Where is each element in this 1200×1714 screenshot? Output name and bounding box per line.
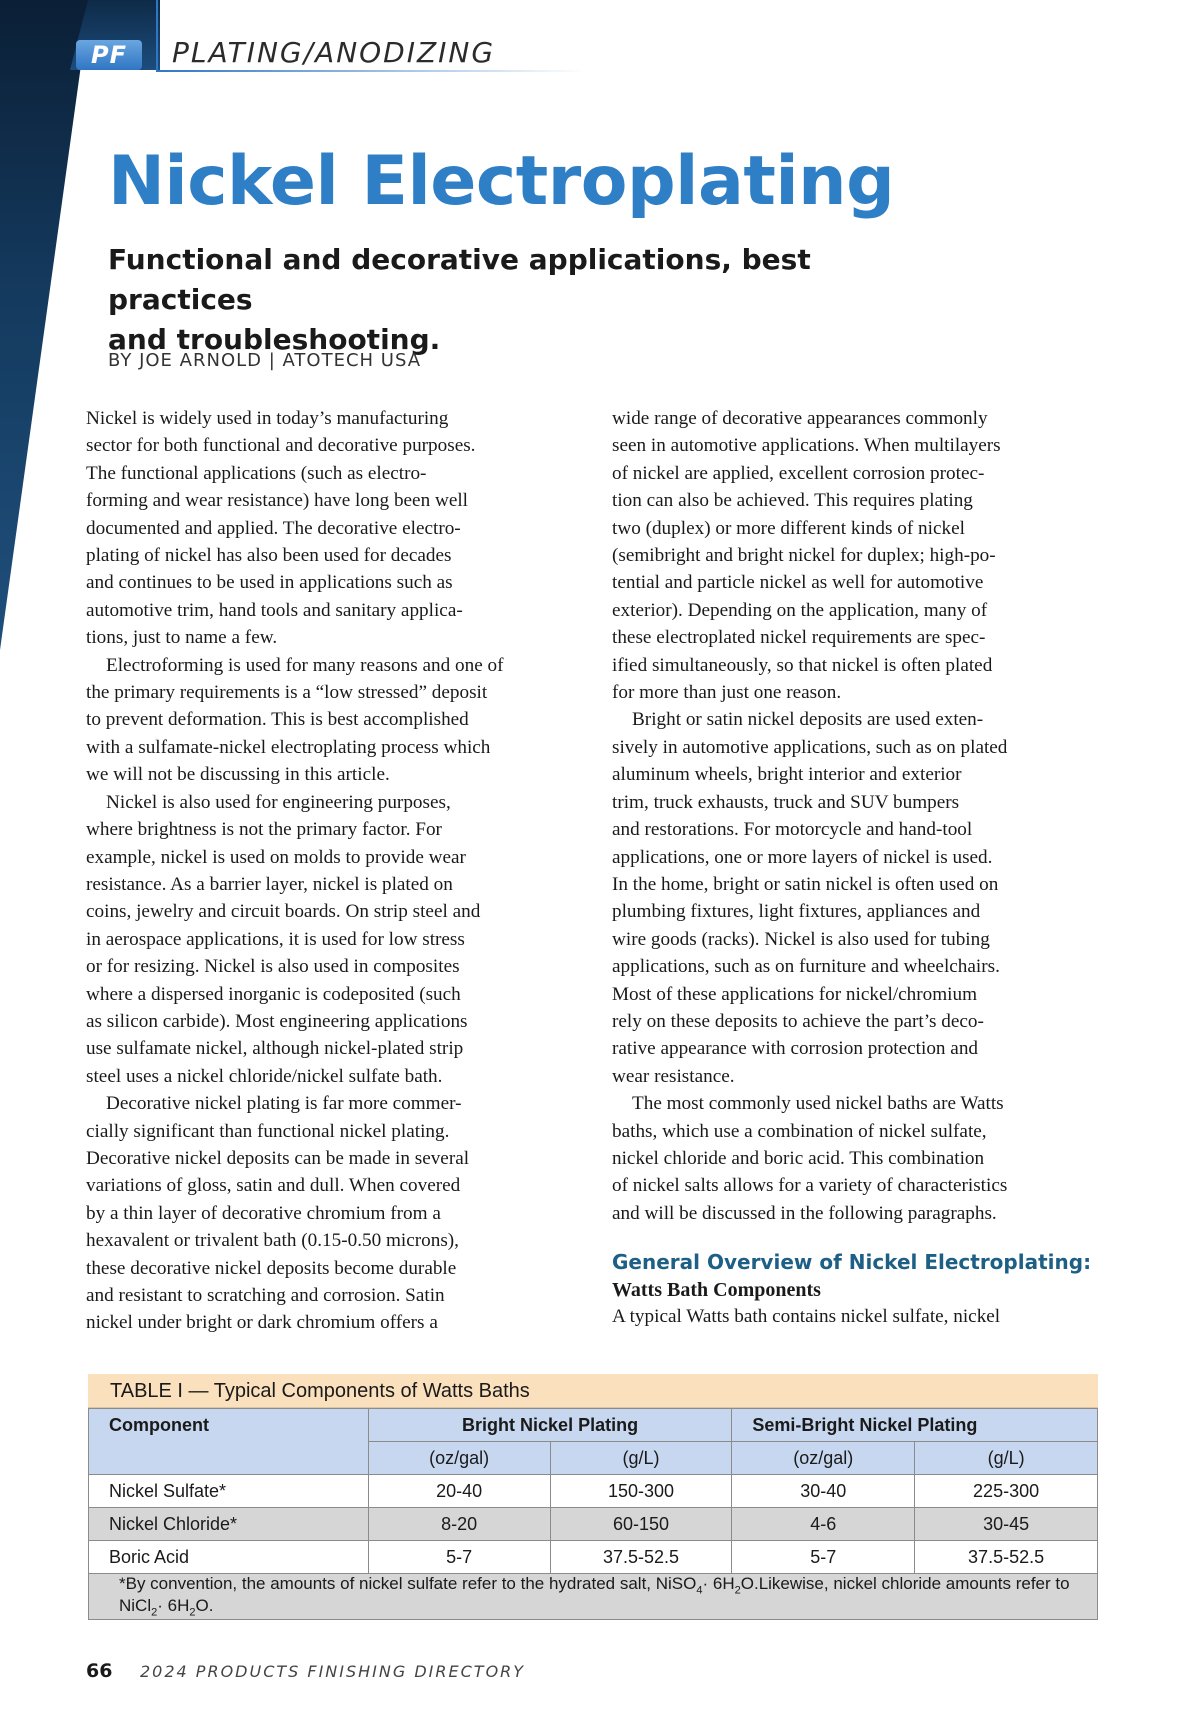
article-title: Nickel Electroplating	[108, 142, 895, 221]
table-cell: 5-7	[732, 1541, 915, 1574]
page-number: 66	[86, 1660, 113, 1682]
text-line: and continues to be used in applications such as	[86, 572, 453, 594]
text-line: sector for both functional and decorative purposes.	[86, 435, 476, 457]
row-label: Nickel Chloride*	[89, 1508, 369, 1541]
table-footnote-row	[89, 1574, 1098, 1620]
text-line: wear resistance.	[612, 1065, 735, 1087]
text-line: aluminum wheels, bright interior and exterior	[612, 764, 962, 786]
text-line: wire goods (racks). Nickel is also used for tubing	[612, 928, 990, 950]
text-line: these electroplated nickel requirements are spec-	[612, 627, 986, 649]
text-line: ified simultaneously, so that nickel is often plated	[612, 654, 993, 676]
header-bright-nickel: Bright Nickel Plating	[368, 1409, 732, 1442]
table-cell: 4-6	[732, 1508, 915, 1541]
text-line: rely on these deposits to achieve the part’s deco-	[612, 1010, 984, 1032]
text-line: The most commonly used nickel baths are Watts	[632, 1093, 1004, 1115]
table-caption: TABLE I — Typical Components of Watts Baths	[88, 1374, 1098, 1408]
text-line: Decorative nickel plating is far more commer-	[106, 1093, 462, 1115]
table-footnote	[89, 1574, 1098, 1620]
text-line: Decorative nickel deposits can be made in several	[86, 1147, 470, 1169]
section-heading: General Overview of Nickel Electroplating:	[612, 1250, 1092, 1275]
text-line: and restorations. For motorcycle and hand-tool	[612, 819, 973, 841]
text-line: Bright or satin nickel deposits are used exten-	[632, 709, 984, 731]
text-line: of nickel salts allows for a variety of characteristics	[612, 1175, 1008, 1197]
text-line: rative appearance with corrosion protection and	[612, 1038, 979, 1060]
text-line: tion can also be achieved. This requires plating	[612, 490, 973, 512]
table-cell: 5-7	[368, 1541, 550, 1574]
footnote-subscript: 4	[696, 1584, 703, 1597]
text-line: tential and particle nickel as well for automotive	[612, 572, 984, 594]
author-byline: BY JOE ARNOLD | ATOTECH USA	[108, 350, 422, 371]
text-line: baths, which use a combination of nickel sulfate,	[612, 1120, 987, 1142]
footnote-subscript: 2	[151, 1606, 158, 1619]
table-cell: 30-45	[915, 1508, 1098, 1541]
footnote-text: · 6H	[702, 1574, 735, 1593]
header-underline	[156, 70, 586, 72]
text-line: or for resizing. Nickel is also used in composites	[86, 956, 460, 978]
table-cell: 37.5-52.5	[550, 1541, 732, 1574]
decorative-side-band	[0, 0, 90, 650]
footnote-text: · 6H	[157, 1596, 190, 1616]
text-line: resistance. As a barrier layer, nickel is plated on	[86, 873, 453, 895]
text-line: The functional applications (such as electro-	[86, 462, 427, 484]
row-label: Nickel Sulfate*	[89, 1475, 369, 1508]
text-line: sively in automotive applications, such as on plated	[612, 736, 1008, 758]
text-line: automotive trim, hand tools and sanitary applica-	[86, 599, 463, 621]
components-table	[88, 1408, 1098, 1620]
table-cell: 37.5-52.5	[915, 1541, 1098, 1574]
magazine-logo-tag: PF	[76, 40, 142, 70]
text-line: variations of gloss, satin and dull. When covered	[86, 1175, 461, 1197]
unit-header: (g/L)	[550, 1442, 732, 1475]
header-component: Component	[89, 1409, 369, 1475]
text-line: nickel under bright or dark chromium offers a	[86, 1312, 438, 1334]
table-row	[89, 1541, 1098, 1574]
right-text-column	[612, 405, 1102, 1331]
table-row	[89, 1475, 1098, 1508]
text-line: applications, such as on furniture and wheelchairs.	[612, 956, 1000, 978]
text-line: nickel chloride and boric acid. This combination	[612, 1147, 985, 1169]
text-line: steel uses a nickel chloride/nickel sulfate bath.	[86, 1065, 443, 1087]
text-line: seen in automotive applications. When multilayers	[612, 435, 1001, 457]
text-line: forming and wear resistance) have long been well	[86, 490, 468, 512]
text-line: Nickel is widely used in today’s manufacturing	[86, 408, 449, 429]
text-line: where brightness is not the primary factor. For	[86, 819, 442, 841]
section-name: PLATING/ANODIZING	[172, 36, 496, 69]
text-line: Most of these applications for nickel/chromium	[612, 983, 978, 1005]
footnote-text: O.	[195, 1596, 214, 1616]
subtitle-line: and troubleshooting.	[108, 323, 441, 356]
text-line: by a thin layer of decorative chromium from a	[86, 1202, 441, 1224]
text-line: documented and applied. The decorative electro-	[86, 517, 461, 539]
text-line: and will be discussed in the following paragraphs.	[612, 1202, 997, 1224]
footnote-text: *By convention, the amounts of nickel sulfate refer to the hydrated salt, NiSO	[119, 1574, 697, 1593]
subtitle-line: Functional and decorative applications, best practices	[108, 243, 811, 316]
table-cell: 60-150	[550, 1508, 732, 1541]
text-line: hexavalent or trivalent bath (0.15-0.50 microns),	[86, 1230, 459, 1252]
unit-header: (oz/gal)	[368, 1442, 550, 1475]
row-label: Boric Acid	[89, 1541, 369, 1574]
left-text-column	[86, 405, 596, 1337]
footnote-subscript: 2	[734, 1584, 741, 1597]
text-line: plating of nickel has also been used for decades	[86, 545, 452, 567]
table-row	[89, 1508, 1098, 1541]
subsection-heading: Watts Bath Components	[612, 1279, 821, 1302]
text-line: plumbing fixtures, light fixtures, appliances and	[612, 901, 981, 923]
text-line: tions, just to name a few.	[86, 627, 278, 649]
publication-name: 2024 PRODUCTS FINISHING DIRECTORY	[140, 1662, 526, 1681]
text-line: example, nickel is used on molds to provide wear	[86, 846, 466, 868]
text-line: in aerospace applications, it is used for low stress	[86, 928, 465, 950]
text-line: A typical Watts bath contains nickel sulfate, nickel	[612, 1306, 1001, 1328]
text-line: for more than just one reason.	[612, 682, 842, 704]
text-line: Nickel is also used for engineering purposes,	[106, 791, 451, 813]
header-divider	[156, 0, 158, 72]
text-line: the primary requirements is a “low stressed” deposit	[86, 682, 488, 704]
header-semi-bright-nickel: Semi-Bright Nickel Plating	[732, 1409, 1098, 1442]
text-line: wide range of decorative appearances commonly	[612, 408, 988, 429]
text-line: (semibright and bright nickel for duplex; high-po-	[612, 545, 996, 567]
text-line: coins, jewelry and circuit boards. On strip steel and	[86, 901, 481, 923]
text-line: cially significant than functional nickel plating.	[86, 1120, 450, 1142]
text-line: two (duplex) or more different kinds of nickel	[612, 517, 965, 539]
text-line: of nickel are applied, excellent corrosion protec-	[612, 462, 985, 484]
table-cell: 8-20	[368, 1508, 550, 1541]
text-line: with a sulfamate-nickel electroplating process which	[86, 736, 491, 758]
text-line: and resistant to scratching and corrosion. Satin	[86, 1285, 445, 1306]
text-line: these decorative nickel deposits become durable	[86, 1257, 457, 1279]
text-line: as silicon carbide). Most engineering applications	[86, 1010, 468, 1032]
table-cell: 30-40	[732, 1475, 915, 1508]
unit-header: (g/L)	[915, 1442, 1098, 1475]
text-line: to prevent deformation. This is best accomplished	[86, 709, 469, 731]
table-cell: 20-40	[368, 1475, 550, 1508]
text-line: use sulfamate nickel, although nickel-plated strip	[86, 1038, 464, 1060]
table-cell: 150-300	[550, 1475, 732, 1508]
footnote-subscript: 2	[189, 1606, 196, 1619]
watts-bath-table	[88, 1374, 1098, 1620]
unit-header: (oz/gal)	[732, 1442, 915, 1475]
footnote-text: O.Likewise, nickel chloride amounts refer to NiCl	[119, 1574, 1070, 1616]
text-line: In the home, bright or satin nickel is often used on	[612, 873, 999, 895]
text-line: we will not be discussing in this article.	[86, 764, 390, 786]
text-line: exterior). Depending on the application, many of	[612, 599, 988, 621]
text-line: applications, one or more layers of nickel is used.	[612, 846, 993, 868]
text-line: Electroforming is used for many reasons and one of	[106, 654, 504, 676]
text-line: where a dispersed inorganic is codeposited (such	[86, 983, 461, 1005]
article-subtitle	[108, 240, 928, 360]
text-line: trim, truck exhausts, truck and SUV bumpers	[612, 791, 960, 813]
table-cell: 225-300	[915, 1475, 1098, 1508]
